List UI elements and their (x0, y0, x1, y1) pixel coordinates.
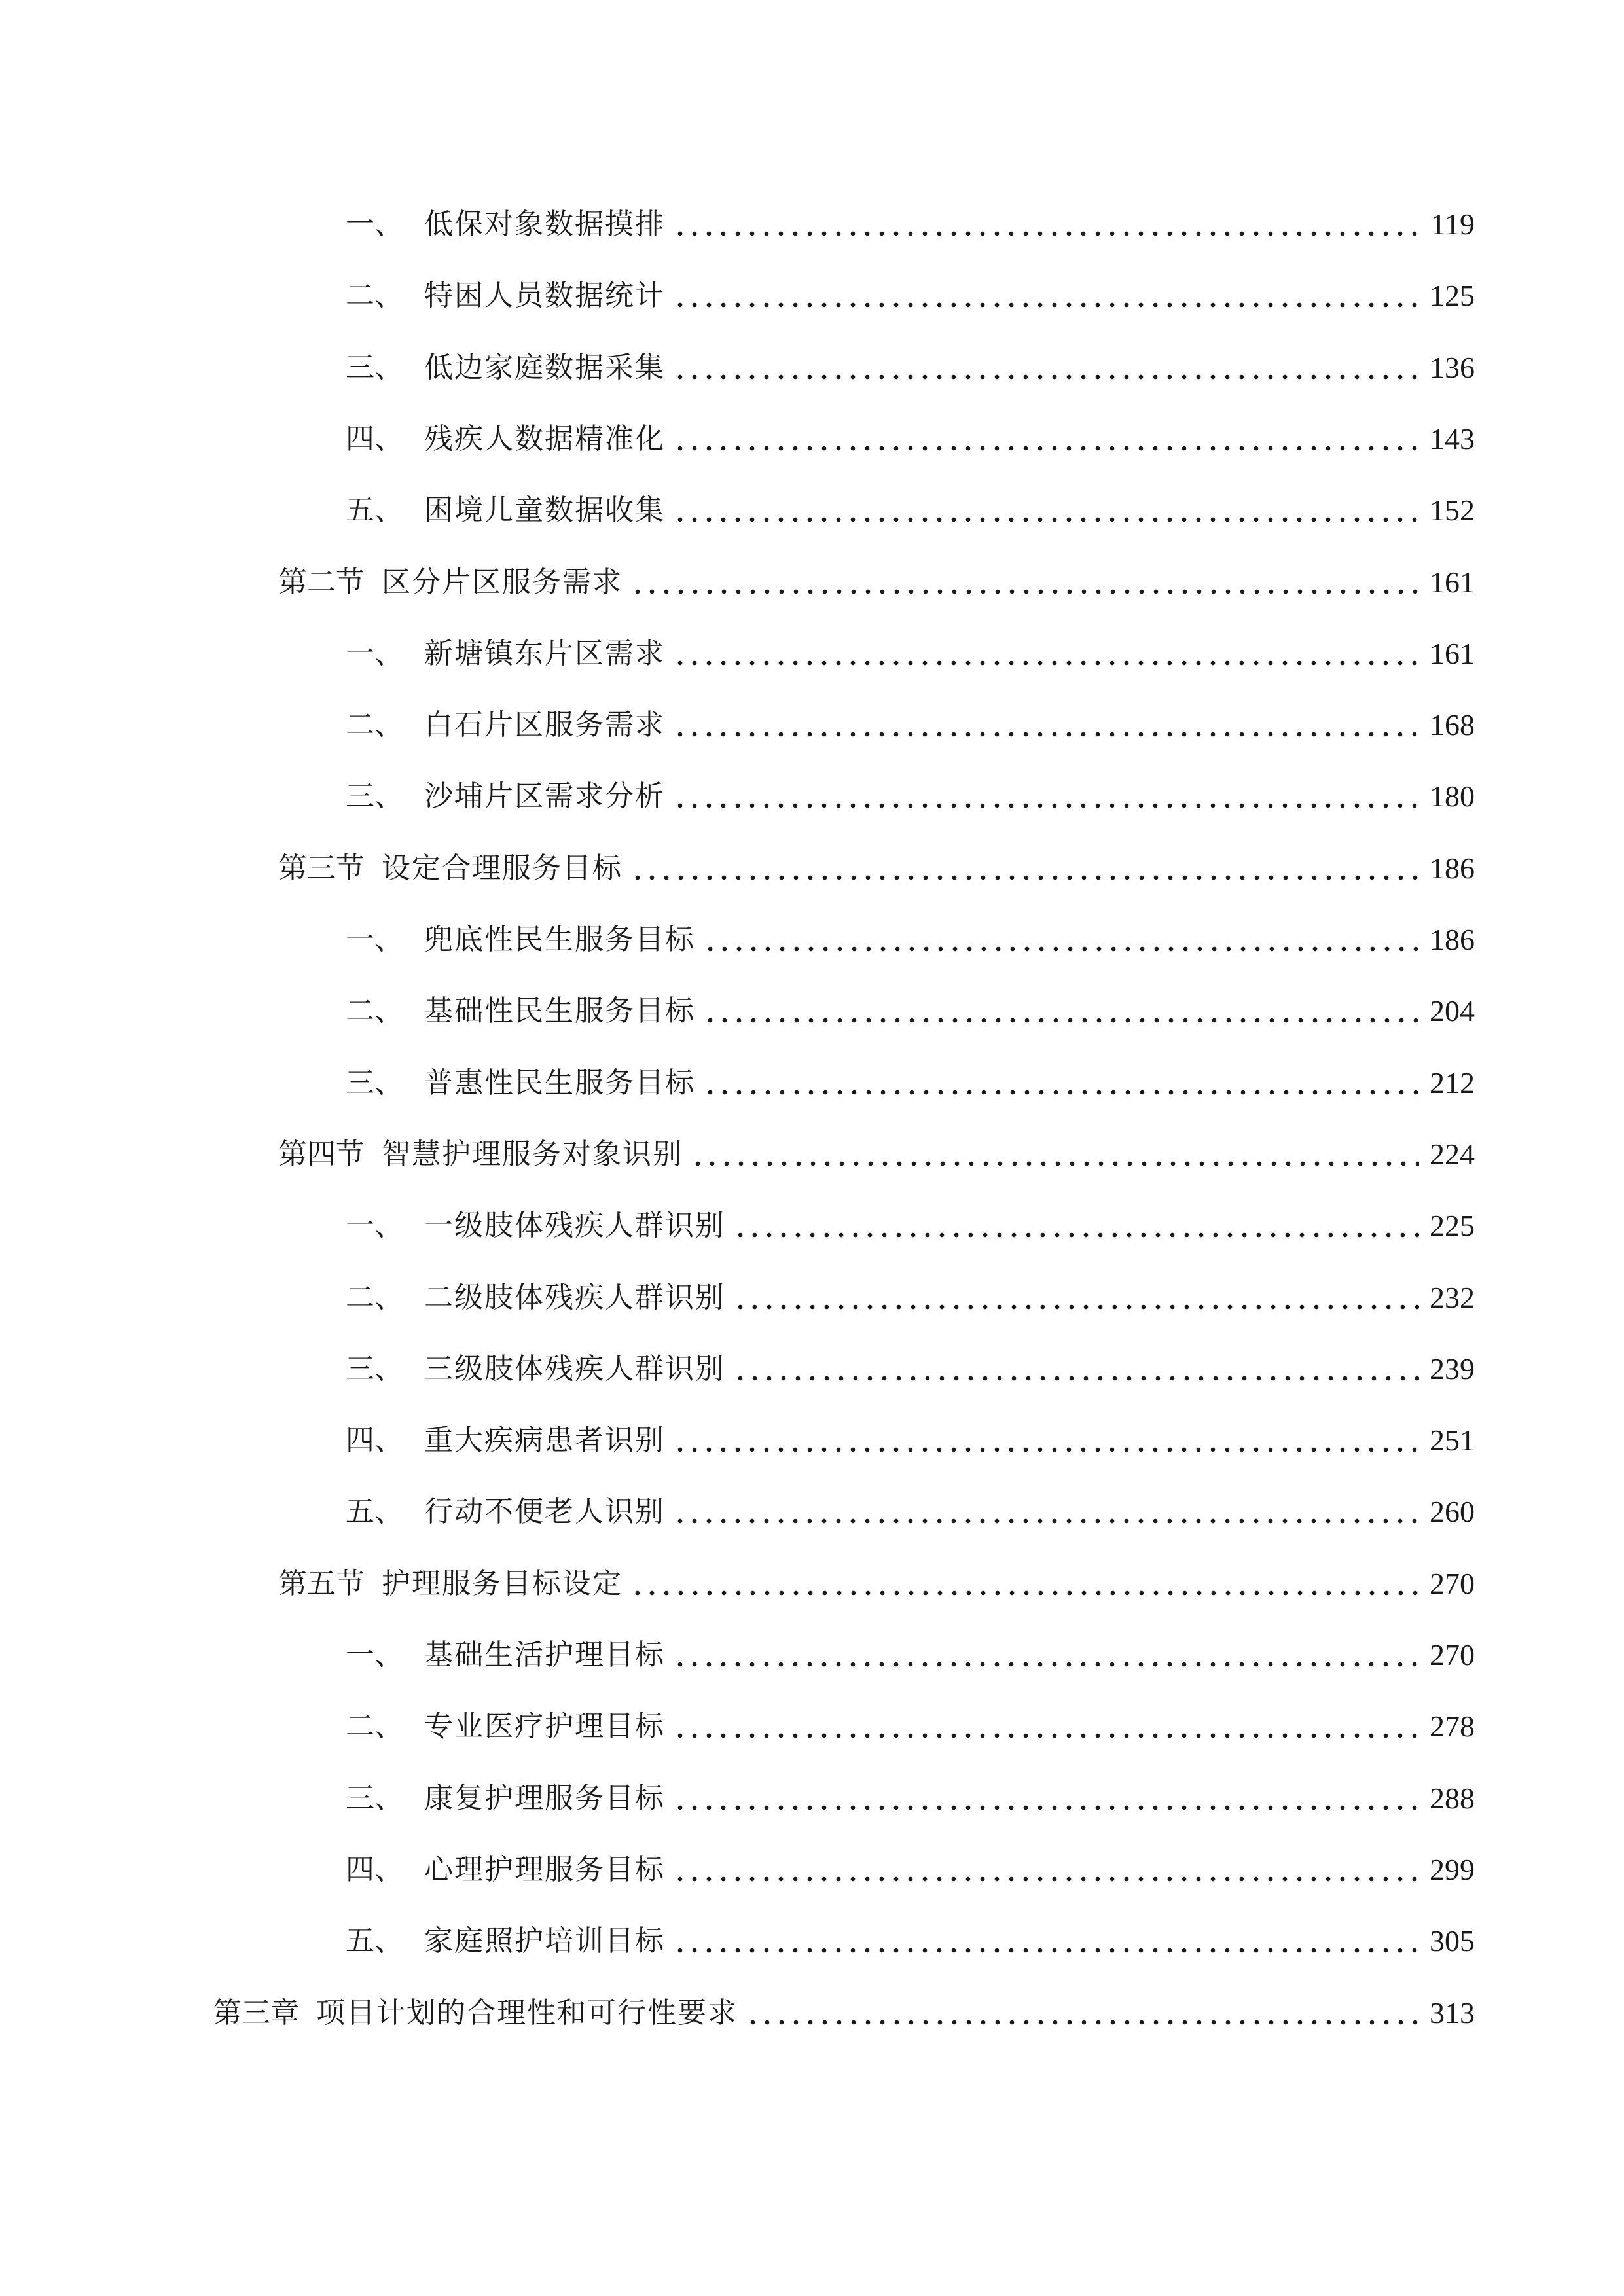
toc-entry-title: 兜底性民生服务目标 (424, 923, 695, 956)
toc-entry-title: 设定合理服务目标 (382, 852, 623, 885)
toc-entry[interactable] (346, 980, 1475, 1032)
toc-entry-page-number: 251 (1430, 1424, 1475, 1457)
toc-entry-page-number: 270 (1430, 1567, 1475, 1600)
toc-dot-leader (703, 946, 1419, 952)
toc-entry-number: 第四节 (278, 1138, 365, 1171)
toc-dot-leader (673, 1518, 1419, 1524)
toc-entry-page-number: 232 (1430, 1281, 1475, 1314)
toc-entry-page-number: 186 (1430, 923, 1475, 956)
toc-entry-number: 一、 (346, 207, 403, 241)
toc-entry[interactable] (346, 479, 1475, 531)
toc-entry-title: 基础生活护理目标 (424, 1638, 665, 1672)
toc-entry[interactable] (346, 193, 1475, 245)
toc-entry-number: 五、 (346, 493, 403, 527)
toc-entry-title: 重大疾病患者识别 (424, 1424, 665, 1457)
toc-entry-number: 三、 (346, 1352, 403, 1386)
toc-entry[interactable] (278, 1123, 1475, 1175)
toc-entry-page-number: 152 (1430, 493, 1475, 527)
toc-entry[interactable] (346, 1910, 1475, 1962)
toc-entry-page-number: 186 (1430, 852, 1475, 885)
toc-entry-page-number: 278 (1430, 1710, 1475, 1743)
toc-dot-leader (673, 302, 1419, 308)
toc-entry[interactable] (346, 336, 1475, 389)
toc-entry-page-number: 270 (1430, 1638, 1475, 1672)
toc-entry[interactable] (278, 837, 1475, 889)
toc-dot-leader (673, 803, 1419, 808)
toc-entry-title: 二级肢体残疾人群识别 (424, 1281, 725, 1314)
toc-dot-leader (733, 1376, 1419, 1381)
toc-entry-page-number: 168 (1430, 708, 1475, 742)
toc-dot-leader (673, 660, 1419, 666)
toc-entry-number: 一、 (346, 637, 403, 670)
toc-dot-leader (703, 1090, 1419, 1095)
toc-entry[interactable] (346, 1839, 1475, 1891)
toc-entry-number: 二、 (346, 994, 403, 1028)
toc-entry-number: 第三章 (213, 1996, 299, 2030)
toc-entry-number: 第二节 (278, 565, 365, 599)
toc-dot-leader (673, 1447, 1419, 1452)
toc-entry[interactable] (346, 765, 1475, 817)
toc-entry-title: 白石片区服务需求 (424, 708, 665, 742)
toc-entry-page-number: 305 (1430, 1924, 1475, 1958)
toc-entry-number: 二、 (346, 279, 403, 312)
toc-dot-leader (673, 1805, 1419, 1810)
toc-entry-title: 行动不便老人识别 (424, 1495, 665, 1528)
toc-entry-page-number: 161 (1430, 565, 1475, 599)
toc-entry-number: 二、 (346, 1281, 403, 1314)
toc-entry-page-number: 260 (1430, 1495, 1475, 1528)
toc-entry-title: 区分片区服务需求 (382, 565, 623, 599)
toc-dot-leader (733, 1232, 1419, 1238)
toc-dot-leader (673, 732, 1419, 737)
toc-entry-page-number: 288 (1430, 1782, 1475, 1815)
toc-dot-leader (673, 374, 1419, 380)
toc-dot-leader (733, 1304, 1419, 1310)
toc-entry-number: 三、 (346, 1782, 403, 1815)
toc-dot-leader (630, 875, 1419, 880)
toc-entry-page-number: 224 (1430, 1138, 1475, 1171)
toc-entry-title: 心理护理服务目标 (424, 1853, 665, 1886)
toc-entry-title: 专业医疗护理目标 (424, 1710, 665, 1743)
toc-entry-title: 困境儿童数据收集 (424, 493, 665, 527)
toc-entry-title: 一级肢体残疾人群识别 (424, 1209, 725, 1242)
toc-entry-number: 五、 (346, 1495, 403, 1528)
toc-entry-number: 二、 (346, 708, 403, 742)
toc-entry[interactable] (346, 408, 1475, 460)
toc-entry[interactable] (346, 1194, 1475, 1247)
toc-entry-page-number: 212 (1430, 1066, 1475, 1100)
toc-entry-number: 一、 (346, 1638, 403, 1672)
toc-entry[interactable] (346, 1266, 1475, 1319)
toc-entry-number: 四、 (346, 1853, 403, 1886)
toc-entry[interactable] (346, 1695, 1475, 1748)
toc-entry-title: 沙埔片区需求分析 (424, 780, 665, 813)
toc-dot-leader (673, 446, 1419, 451)
toc-entry-number: 五、 (346, 1924, 403, 1958)
toc-dot-leader (746, 2020, 1419, 2025)
toc-entry-page-number: 299 (1430, 1853, 1475, 1886)
toc-entry-page-number: 125 (1430, 279, 1475, 312)
toc-entry-page-number: 239 (1430, 1352, 1475, 1386)
toc-entry-page-number: 143 (1430, 422, 1475, 456)
toc-entry-title: 项目计划的合理性和可行性要求 (316, 1996, 738, 2030)
toc-dot-leader (703, 1018, 1419, 1023)
toc-dot-leader (691, 1161, 1419, 1166)
toc-entry-number: 一、 (346, 1209, 403, 1242)
toc-entry[interactable] (346, 1409, 1475, 1462)
toc-entry[interactable] (346, 1338, 1475, 1390)
toc-entry-number: 第三节 (278, 852, 365, 885)
toc-dot-leader (673, 1876, 1419, 1882)
toc-entry-title: 残疾人数据精准化 (424, 422, 665, 456)
toc-entry-number: 三、 (346, 780, 403, 813)
toc-entry-page-number: 136 (1430, 351, 1475, 384)
toc-entry-title: 低边家庭数据采集 (424, 351, 665, 384)
toc-entry-title: 三级肢体残疾人群识别 (424, 1352, 725, 1386)
toc-dot-leader (630, 1590, 1419, 1596)
toc-entry-number: 四、 (346, 422, 403, 456)
toc-entry-title: 低保对象数据摸排 (424, 207, 665, 241)
toc-entry-page-number: 161 (1430, 637, 1475, 670)
toc-entry-title: 康复护理服务目标 (424, 1782, 665, 1815)
toc-entry-title: 护理服务目标设定 (382, 1567, 623, 1600)
toc-dot-leader (673, 517, 1419, 522)
toc-entry-page-number: 204 (1430, 994, 1475, 1028)
toc-entry[interactable] (346, 1480, 1475, 1533)
toc-dot-leader (673, 231, 1420, 236)
toc-entry-page-number: 313 (1430, 1996, 1475, 2030)
toc-entry-number: 三、 (346, 1066, 403, 1100)
toc-entry[interactable] (346, 1624, 1475, 1676)
toc-entry-page-number: 180 (1430, 780, 1475, 813)
toc-entry-page-number: 225 (1430, 1209, 1475, 1242)
toc-entry-title: 新塘镇东片区需求 (424, 637, 665, 670)
toc-entry-title: 家庭照护培训目标 (424, 1924, 665, 1958)
toc-dot-leader (673, 1733, 1419, 1738)
toc-entry[interactable] (346, 694, 1475, 746)
toc-entry[interactable] (213, 1982, 1475, 2034)
toc-entry-title: 基础性民生服务目标 (424, 994, 695, 1028)
toc-entry-title: 普惠性民生服务目标 (424, 1066, 695, 1100)
toc-entry-number: 第五节 (278, 1567, 365, 1600)
toc-entry-number: 二、 (346, 1710, 403, 1743)
toc-entry-number: 三、 (346, 351, 403, 384)
toc-entry[interactable] (346, 622, 1475, 675)
toc-dot-leader (630, 589, 1419, 594)
toc-entry[interactable] (346, 1767, 1475, 1820)
toc-entry-title: 智慧护理服务对象识别 (382, 1138, 683, 1171)
toc-entry[interactable] (346, 1052, 1475, 1104)
toc-entry[interactable] (278, 551, 1475, 603)
toc-dot-leader (673, 1948, 1419, 1953)
toc-entry[interactable] (346, 908, 1475, 961)
toc-entry[interactable] (346, 264, 1475, 317)
toc-entry-page-number: 119 (1430, 207, 1475, 241)
toc-entry[interactable] (278, 1552, 1475, 1605)
toc-dot-leader (673, 1662, 1419, 1667)
toc-entry-number: 一、 (346, 923, 403, 956)
toc-entry-number: 四、 (346, 1424, 403, 1457)
toc-entry-title: 特困人员数据统计 (424, 279, 665, 312)
